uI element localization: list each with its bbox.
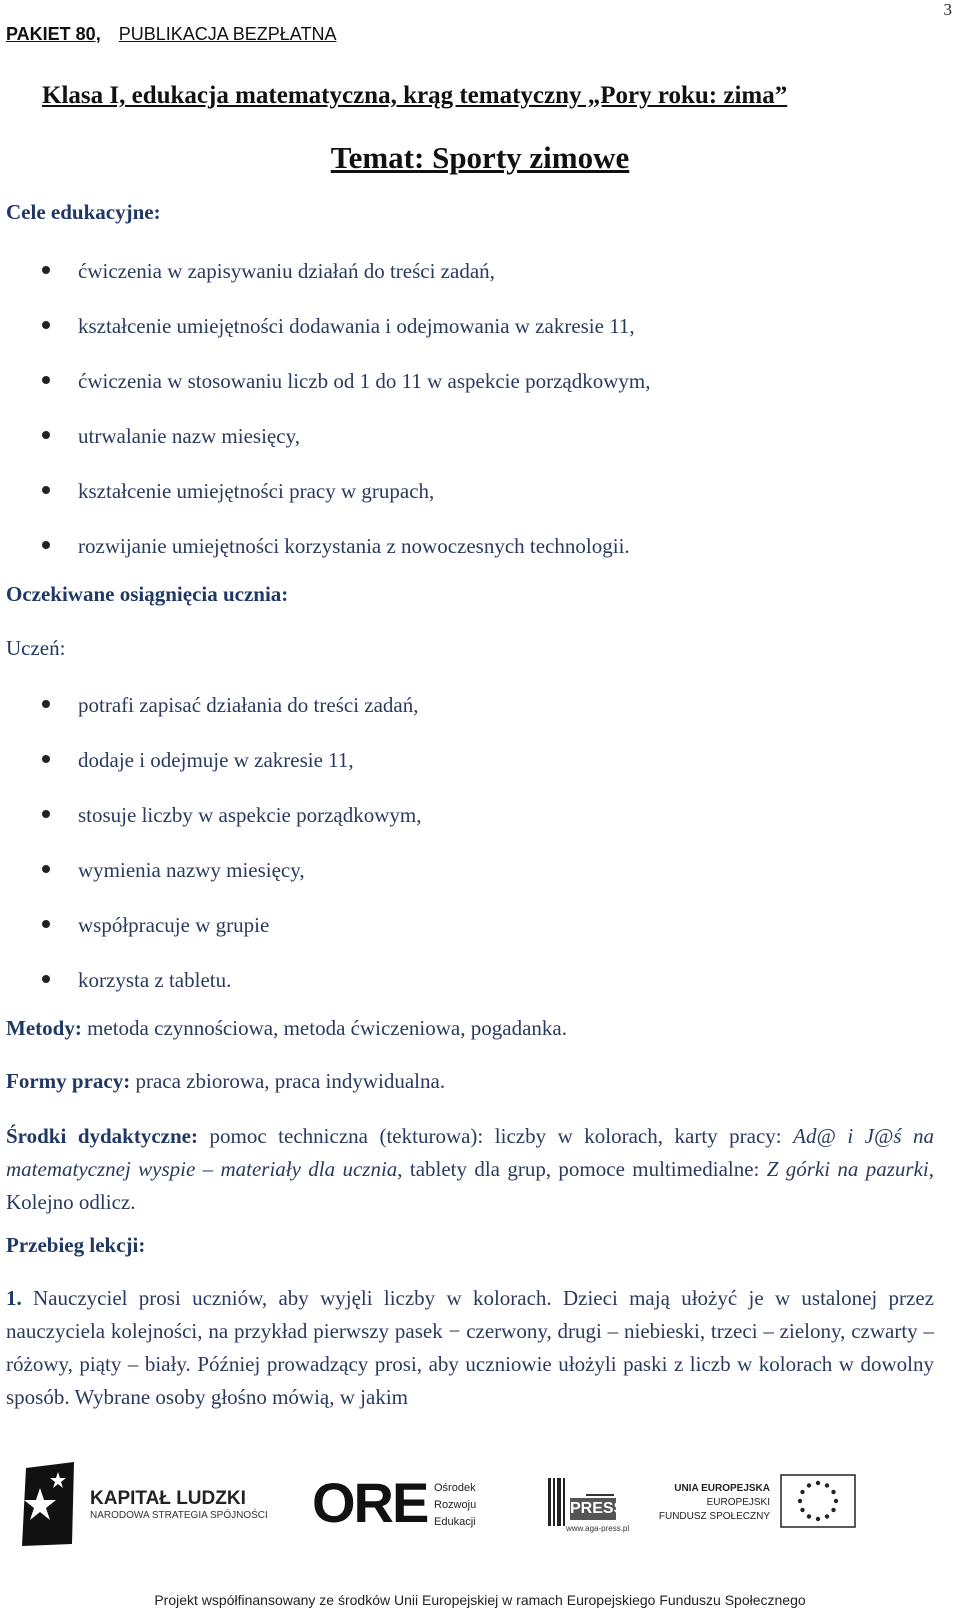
aga-logo-mark [586,1480,614,1496]
bullet-icon [42,810,50,818]
list-item: potrafi zapisać działania do treści zadań, [0,690,422,745]
forms-text: praca zbiorowa, praca indywidualna. [130,1069,446,1093]
methods-line [6,1016,567,1041]
bullet-icon [42,321,50,329]
worksheet-title: Ad@ i J@ś na matematycznej wyspie – materiały dla ucznia [6,1124,935,1181]
publication-label: PUBLIKACJA BEZPŁATNA [118,24,337,44]
forms-line [6,1069,445,1094]
kapital-ludzki-logo [18,1460,82,1548]
page-number: 3 [943,0,952,19]
topic-title: Temat: Sporty zimowe [330,140,630,175]
packet-label: PAKIET 80, [6,24,101,44]
aids-label: Środki dydaktyczne: [6,1124,198,1148]
eu-flag-icon [780,1474,856,1528]
bullet-icon [42,376,50,384]
kapital-ludzki-subtitle: NARODOWA STRATEGIA SPÓJNOŚCI [90,1510,268,1521]
ore-name: Ośrodek Rozwoju Edukacji [434,1482,477,1528]
goals-heading: Cele edukacyjne: [6,200,161,224]
bullet-icon [42,431,50,439]
outcomes-list [0,690,422,1020]
list-item: rozwijanie umiejętności korzystania z nowoczesnych technologii. [0,531,650,586]
page-header [6,24,336,45]
multimedia-title: Z górki na pazurki [766,1157,929,1181]
aids-paragraph: Środki dydaktyczne: pomoc techniczna (tekturowa): liczby w kolorach, karty pracy: Ad@ i J@ś na matematycznej wyspie – materiały dla ucznia, tablety dla grup, pomoce multimedialne: Z górki na pazurki, Kolejno odlicz. [6,1124,935,1214]
bullet-icon [42,541,50,549]
list-item: utrwalanie nazw miesięcy, [0,421,650,476]
methods-label: Metody: [6,1016,82,1040]
bullet-icon [42,865,50,873]
list-item: kształcenie umiejętności dodawania i odejmowania w zakresie 11, [0,311,650,366]
forms-label: Formy pracy: [6,1069,131,1093]
ore-logo: ORE [312,1471,428,1534]
bullet-icon [42,486,50,494]
goals-list [0,256,650,586]
press-url: www.aga-press.pl [566,1524,630,1533]
list-item: korzysta z tabletu. [0,965,422,1020]
bullet-icon [42,975,50,983]
bullet-icon [42,266,50,274]
list-item: ćwiczenia w zapisywaniu działań do treści zadań, [0,256,650,311]
bullet-icon [42,700,50,708]
methods-text: metoda czynnościowa, metoda ćwiczeniowa, pogadanka. [81,1016,567,1040]
step-number: 1. [6,1286,22,1310]
lesson-paragraph: 1. Nauczyciel prosi uczniów, aby wyjęli liczby w kolorach. Dzieci mają ułożyć je w ustalonej przez nauczyciela kolejności, na przykład pierwszy pasek − czerwony, drugi – niebieski, trzeci – zielony, czwarty – różowy, piąty – biały. Później prowadzący prosi, aby uczniowie ułożyli paski z liczb w kolorach w dowolny sposób. Wybrane osoby głośno mówią, w jakim [6,1286,934,1409]
list-item: dodaje i odejmuje w zakresie 11, [0,745,422,800]
bullet-icon [42,755,50,763]
list-item: współpracuje w grupie [0,910,422,965]
class-title: Klasa I, edukacja matematyczna, krąg tematyczny „Pory roku: zima” [42,82,788,109]
student-label: Uczeń: [6,636,66,660]
barcode-icon [548,1478,568,1526]
outcomes-heading: Oczekiwane osiągnięcia ucznia: [6,582,289,606]
list-item: wymienia nazwy miesięcy, [0,855,422,910]
lesson-heading: Przebieg lekcji: [6,1233,146,1257]
footer-caption: Projekt współfinansowany ze środków Unii Europejskiej w ramach Europejskiego Funduszu Społecznego [154,1592,806,1608]
list-item: ćwiczenia w stosowaniu liczb od 1 do 11 w aspekcie porządkowym, [0,366,650,421]
eu-name: UNIA EUROPEJSKA EUROPEJSKI FUNDUSZ SPOŁECZNY [658,1483,770,1522]
bullet-icon [42,920,50,928]
kapital-ludzki-title: KAPITAŁ LUDZKI [90,1488,246,1509]
list-item: kształcenie umiejętności pracy w grupach, [0,476,650,531]
press-badge: PRESS [570,1498,616,1520]
list-item: stosuje liczby w aspekcie porządkowym, [0,800,422,855]
